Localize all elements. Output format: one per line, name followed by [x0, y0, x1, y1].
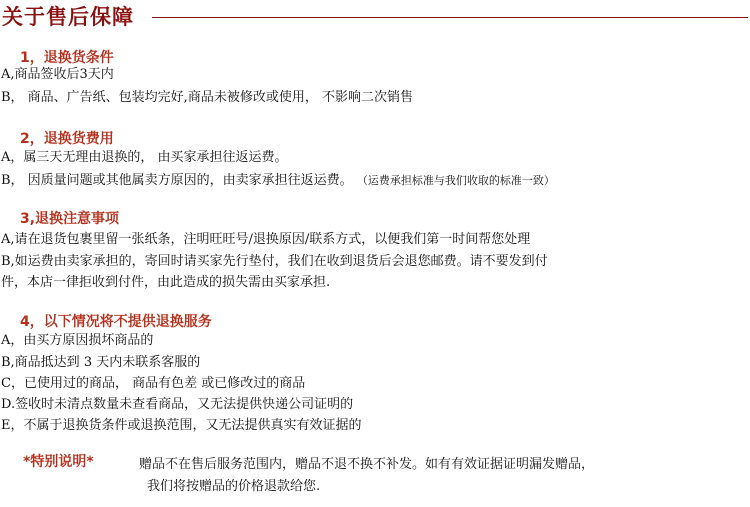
section-line: A，属三天无理由退换的， 由买家承担往返运费。 [1, 150, 288, 165]
section-line: B， 商品、广告纸、包装均完好,商品未被修改或使用， 不影响二次销售 [1, 90, 413, 105]
section-line: A,请在退货包裹里留一张纸条，注明旺旺号/退换原因/联系方式，以便我们第一时间帮您处理 [1, 232, 531, 247]
section-heading: 4，以下情况将不提供退换服务 [20, 314, 212, 330]
section-line: E，不属于退换货条件或退换范围，又无法提供真实有效证据的 [1, 418, 362, 433]
section-line: 件，本店一律拒收到付件，由此造成的损失需由买家承担. [1, 275, 331, 290]
section-line-note: （运费承担标准与我们收取的标准一致） [356, 174, 555, 187]
section-line: D.签收时未清点数量未查看商品，又无法提供快递公司证明的 [1, 397, 354, 412]
section-heading: 3,退换注意事项 [20, 211, 120, 227]
special-note-line: 我们将按赠品的价格退款给您. [147, 479, 321, 494]
section-line: C，已使用过的商品， 商品有色差 或已修改过的商品 [1, 376, 306, 391]
special-note-label: *特别说明* [23, 454, 94, 470]
section-heading: 2，退换货费用 [20, 131, 114, 147]
section-line: B,商品抵达到 3 天内未联系客服的 [1, 355, 201, 370]
title-row [0, 2, 750, 32]
section-line: B,如运费由卖家承担的，寄回时请买家先行垫付，我们在收到退货后会退您邮费。请不要发到付 [1, 254, 548, 269]
section-heading: 1，退换货条件 [20, 50, 114, 66]
section-line: A,商品签收后3天内 [1, 67, 114, 82]
page-title: 关于售后保障 [2, 5, 134, 29]
section-line: A，由买方原因损坏商品的 [1, 333, 154, 348]
special-note-line: 赠品不在售后服务范围内，赠品不退不换不补发。如有有效证据证明漏发赠品， [139, 457, 595, 472]
section-line-main: B， 因质量问题或其他属卖方原因的，由卖家承担往返运费。 [1, 173, 353, 188]
section-line [1, 171, 555, 191]
title-divider [152, 17, 748, 18]
